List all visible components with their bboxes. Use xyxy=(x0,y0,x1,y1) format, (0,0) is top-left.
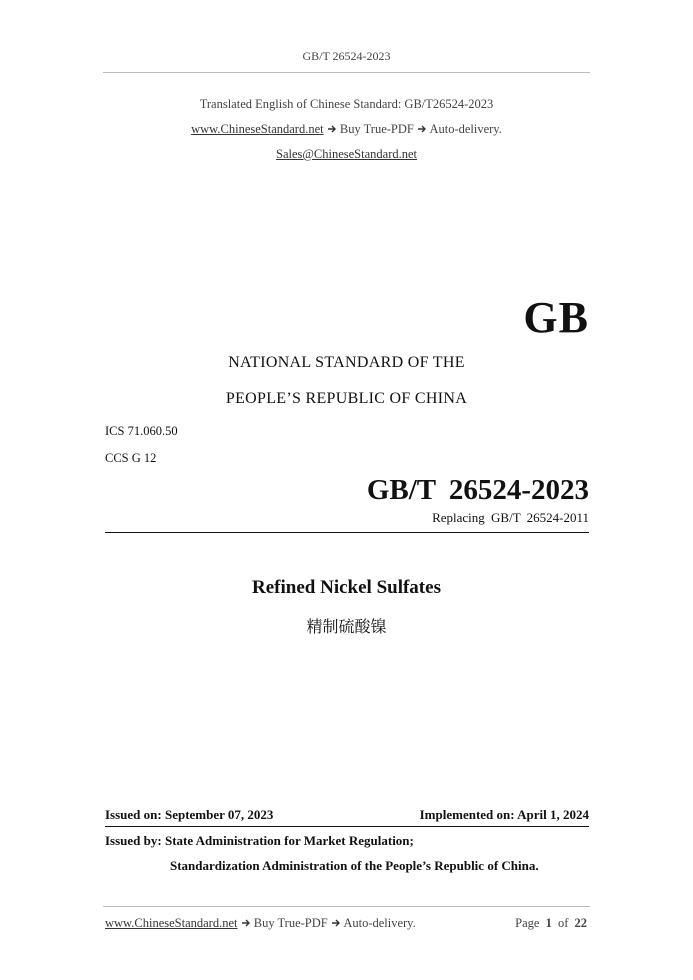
footer-rule xyxy=(103,906,590,907)
email-line xyxy=(0,147,693,162)
translation-notice: Translated English of Chinese Standard: GB/T26524-2023 xyxy=(199,97,494,111)
arrow-right-icon xyxy=(417,124,427,134)
title-english: Refined Nickel Sulfates xyxy=(252,577,441,598)
implemented-date: Implemented on: April 1, 2024 xyxy=(419,807,589,822)
page-indicator xyxy=(515,916,587,931)
arrow-right-icon xyxy=(327,124,337,134)
title-rule xyxy=(105,532,589,533)
of-label: of xyxy=(557,916,569,930)
footer-auto-delivery-text: Auto-delivery. xyxy=(343,916,416,930)
header-rule xyxy=(103,72,590,73)
auto-delivery-text: Auto-delivery. xyxy=(429,122,502,136)
buy-text: Buy True-PDF xyxy=(339,122,414,136)
standard-number: GB/T 26524-2023 xyxy=(366,474,589,506)
issued-date: Issued on: September 07, 2023 xyxy=(105,807,274,822)
arrow-right-icon xyxy=(331,918,341,928)
page-label: Page xyxy=(515,916,540,930)
site-link[interactable]: www.ChineseStandard.net xyxy=(191,122,324,136)
ccs-code: CCS G 12 xyxy=(105,451,157,465)
footer-buy-text: Buy True-PDF xyxy=(253,916,328,930)
title-chinese: 精制硫酸镍 xyxy=(306,617,387,636)
footer-purchase-line xyxy=(105,916,416,931)
national-standard-line2: PEOPLE’S REPUBLIC OF CHINA xyxy=(225,390,468,407)
issued-by-line1: Issued by: State Administration for Market Regulation; xyxy=(105,833,414,848)
footer-site-link[interactable]: www.ChineseStandard.net xyxy=(105,916,238,930)
running-header: GB/T 26524-2023 xyxy=(302,49,391,63)
gb-logo: GB xyxy=(523,293,589,342)
page-total: 22 xyxy=(574,916,587,930)
purchase-line xyxy=(0,122,693,137)
dates-rule xyxy=(105,826,589,827)
issued-by-line2: Standardization Administration of the People’s Republic of China. xyxy=(170,858,539,873)
replacing-note: Replacing GB/T 26524-2011 xyxy=(432,510,589,525)
page-number: 1 xyxy=(545,916,552,930)
ics-code: ICS 71.060.50 xyxy=(105,424,178,438)
email-link[interactable]: Sales@ChineseStandard.net xyxy=(276,147,417,161)
arrow-right-icon xyxy=(241,918,251,928)
national-standard-line1: NATIONAL STANDARD OF THE xyxy=(228,354,465,371)
